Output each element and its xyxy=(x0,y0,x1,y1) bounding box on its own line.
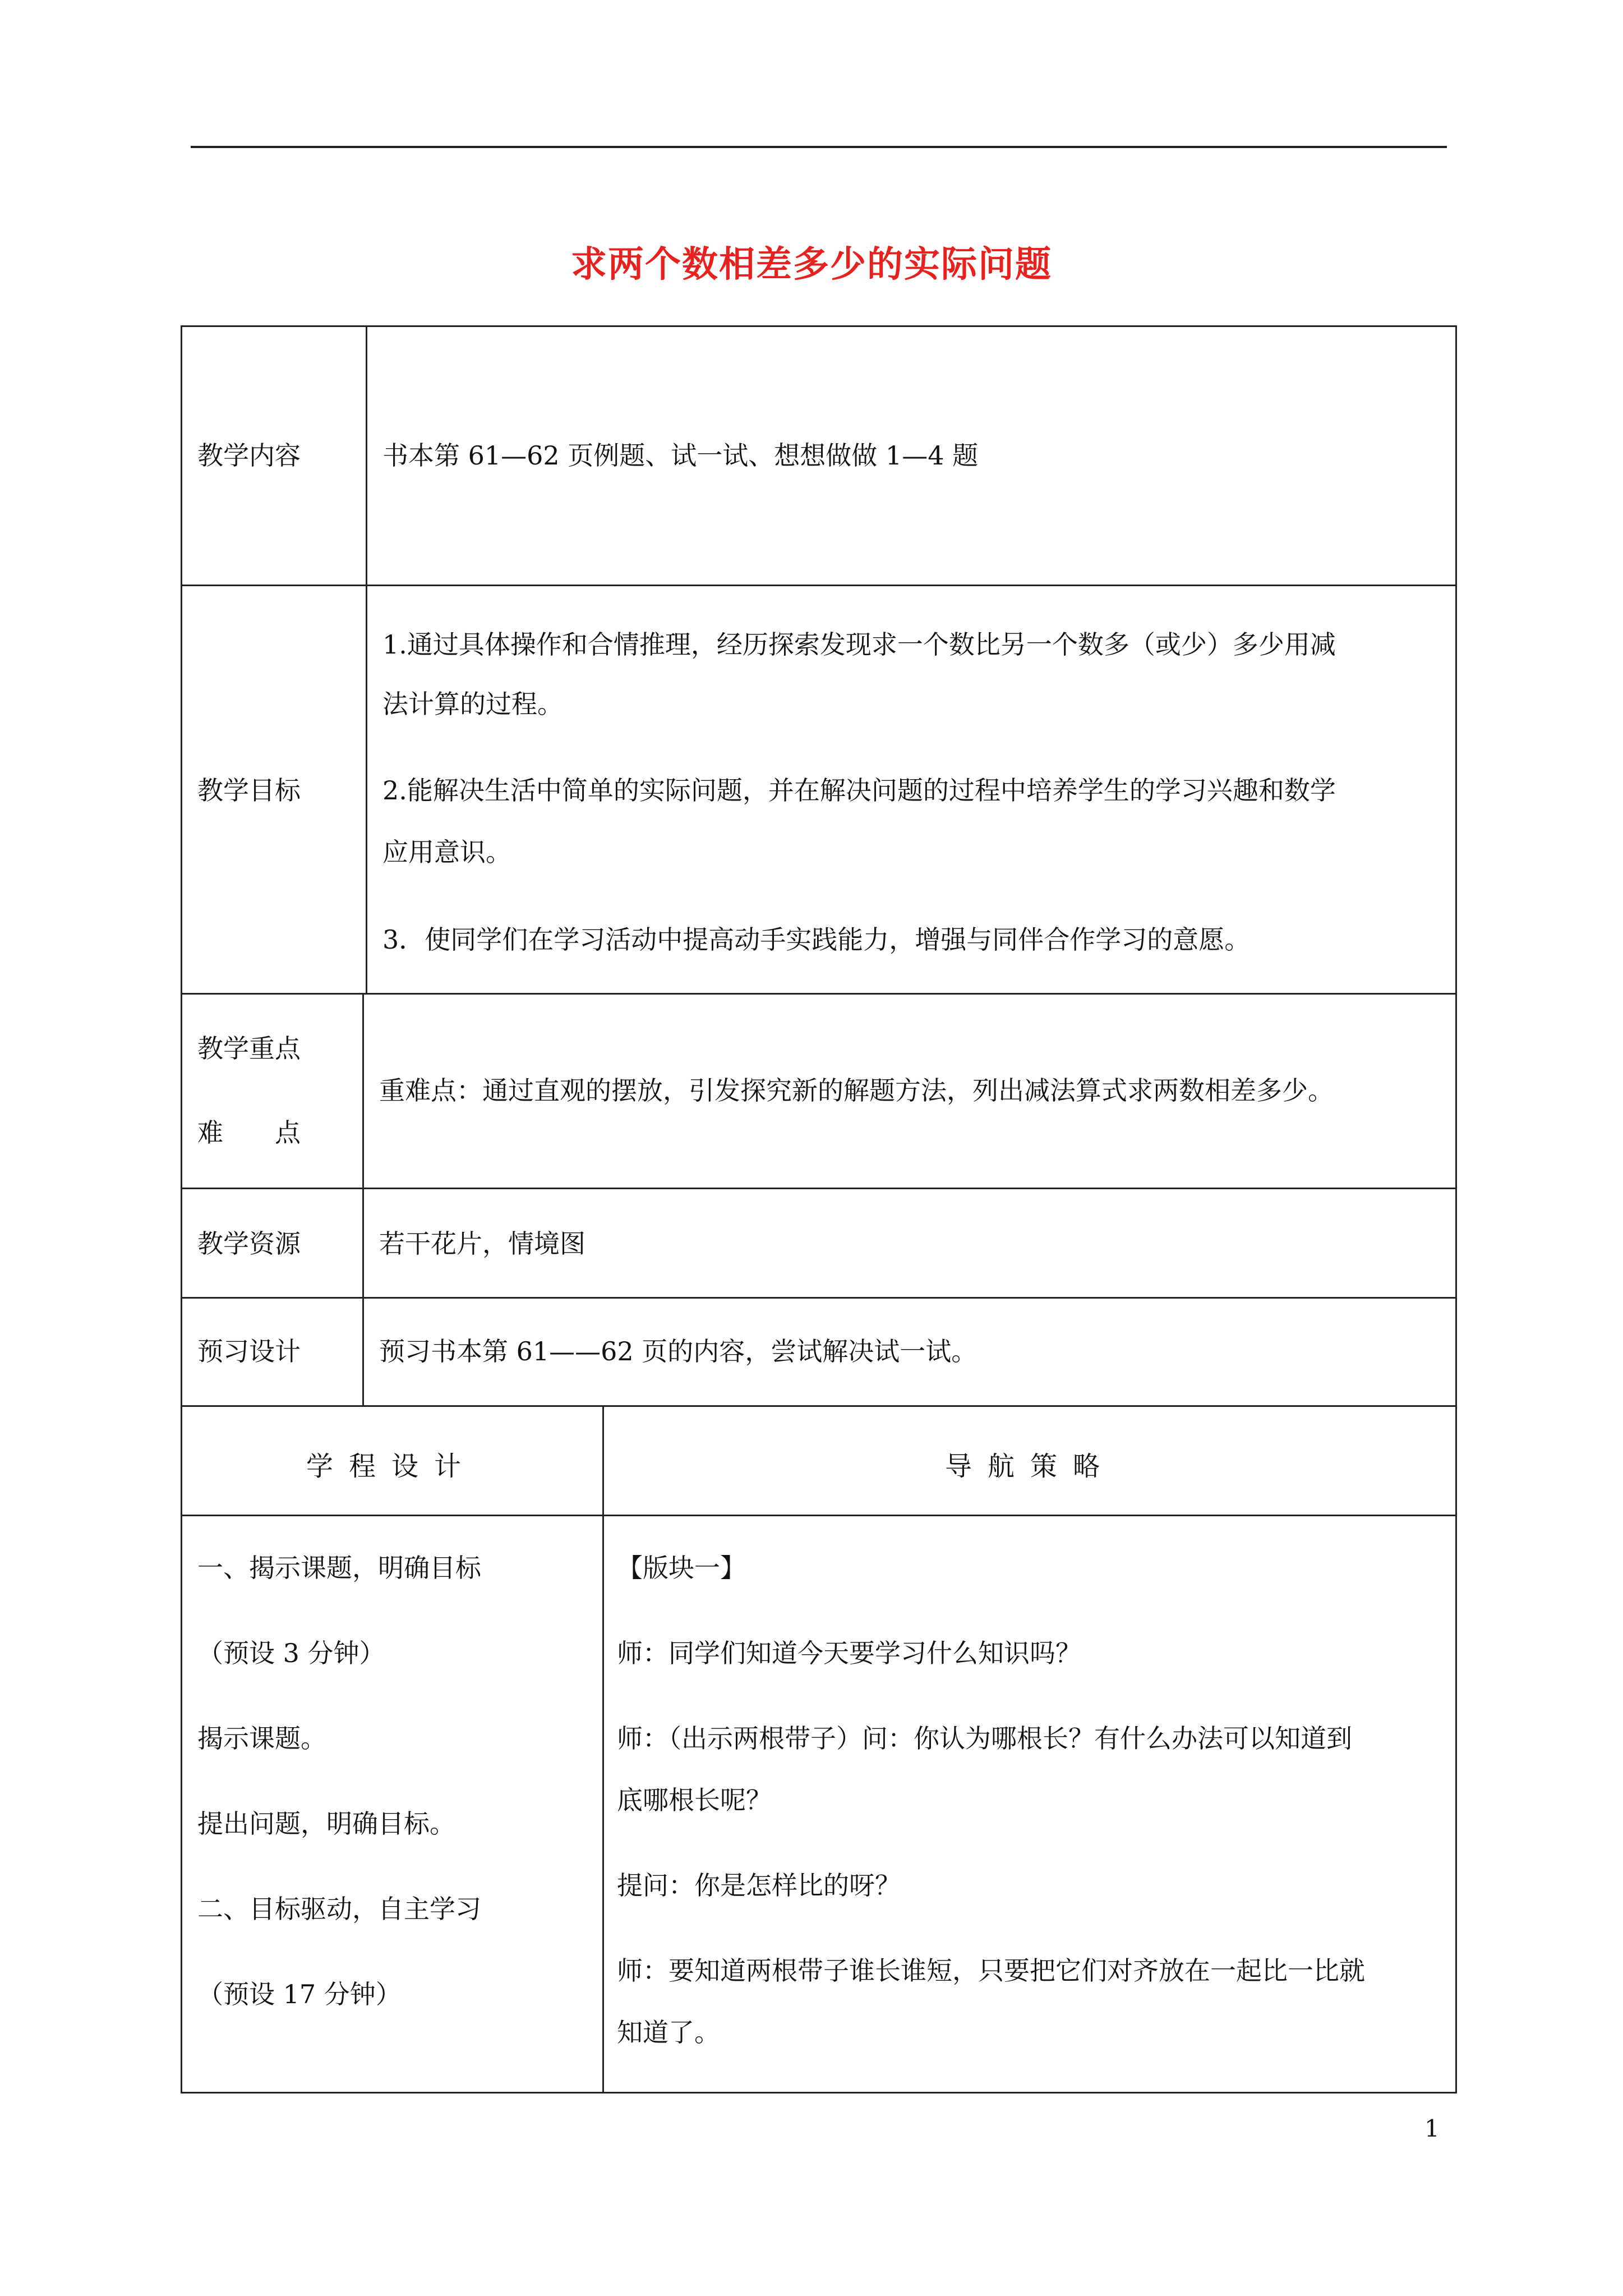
objective-line: 应用意识。 xyxy=(382,837,511,867)
document-title: 求两个数相差多少的实际问题 xyxy=(571,243,1052,286)
process-line: 揭示课题。 xyxy=(197,1723,326,1754)
strategy-line: 知道了。 xyxy=(617,2017,720,2047)
column-header-guidance-strategy: 导航策略 xyxy=(944,1451,1115,1482)
column-divider xyxy=(366,325,367,993)
page-number: 1 xyxy=(1424,2115,1440,2142)
process-line: 一、揭示课题，明确目标 xyxy=(197,1553,481,1583)
row-text-preview: 预习书本第 61——62 页的内容，尝试解决试一试。 xyxy=(379,1336,978,1366)
objective-line: 2.能解决生活中简单的实际问题，并在解决问题的过程中培养学生的学习兴趣和数学 xyxy=(382,775,1336,806)
objective-line: 3．使同学们在学习活动中提高动手实践能力，增强与同伴合作学习的意愿。 xyxy=(382,924,1251,955)
row-label-content: 教学内容 xyxy=(197,440,301,471)
process-line: （预设 17 分钟） xyxy=(197,1979,402,2009)
row-divider xyxy=(181,1188,1457,1189)
row-label-difficulties: 难 点 xyxy=(197,1117,301,1148)
row-label-resources: 教学资源 xyxy=(197,1228,301,1259)
objective-line: 1.通过具体操作和合情推理，经历探索发现求一个数比另一个数多（或少）多少用减 xyxy=(382,629,1336,660)
row-divider xyxy=(181,585,1457,586)
row-divider xyxy=(181,1515,1457,1516)
column-divider xyxy=(362,993,364,1405)
column-divider xyxy=(602,1405,604,2093)
header-rule xyxy=(191,146,1447,148)
row-label-objectives: 教学目标 xyxy=(197,775,301,806)
strategy-line: 师：要知道两根带子谁长谁短，只要把它们对齐放在一起比一比就 xyxy=(617,1955,1365,1986)
strategy-line: 师：同学们知道今天要学习什么知识吗？ xyxy=(617,1638,1081,1668)
process-line: 二、目标驱动，自主学习 xyxy=(197,1894,481,1924)
strategy-line: 提问：你是怎样比的呀？ xyxy=(617,1870,901,1901)
row-text-keypoints: 重难点：通过直观的摆放，引发探究新的解题方法，列出减法算式求两数相差多少。 xyxy=(379,1075,1334,1106)
strategy-line: 师：（出示两根带子）问：你认为哪根长？有什么办法可以知道到 xyxy=(617,1723,1352,1754)
row-divider xyxy=(181,1297,1457,1299)
column-header-learning-process: 学程设计 xyxy=(306,1451,477,1482)
row-text-content: 书本第 61—62 页例题、试一试、想想做做 1—4 题 xyxy=(382,440,979,471)
row-divider xyxy=(181,993,1457,995)
strategy-line: 底哪根长呢？ xyxy=(617,1785,772,1815)
row-text-resources: 若干花片，情境图 xyxy=(379,1228,585,1259)
objective-line: 法计算的过程。 xyxy=(382,689,563,719)
row-label-keypoints: 教学重点 xyxy=(197,1033,301,1064)
strategy-line: 【版块一】 xyxy=(617,1553,746,1583)
process-line: （预设 3 分钟） xyxy=(197,1638,385,1668)
row-label-preview: 预习设计 xyxy=(197,1336,301,1366)
process-line: 提出问题，明确目标。 xyxy=(197,1809,455,1839)
row-divider xyxy=(181,1405,1457,1407)
